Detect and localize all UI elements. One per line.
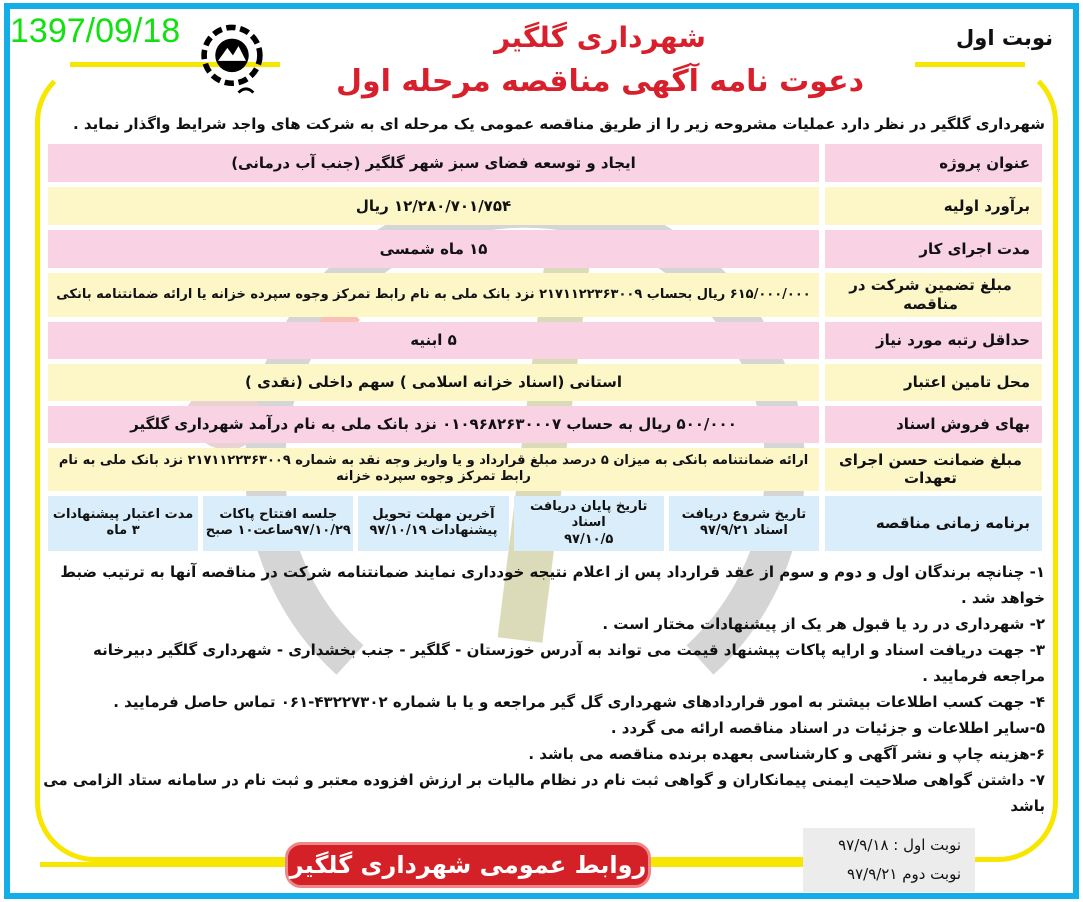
- page-title: دعوت نامه آگهی مناقصه مرحله اول: [336, 64, 864, 99]
- schedule-value: ۹۷/۱۰/۲۹ساعت۱۰ صبح: [205, 523, 351, 539]
- schedule-row: [48, 496, 1042, 551]
- schedule-item: [203, 496, 353, 551]
- row-value: ارائه ضمانتنامه بانکی به میزان ۵ درصد مبلغ قرارداد و یا واریز وجه نقد به شماره ۲۱۷۱۱۲۲۳۶۳۰۰۹ نزد بانک ملی به نام رابط تمرکز وجوه سپرده خزانه: [48, 448, 819, 492]
- notes-list: [42, 559, 1045, 819]
- note-item: ۱- چنانچه برندگان اول و دوم و سوم از عقد قرارداد پس از اعلام نتیجه خودداری نمایند ضمانتنامه شرکت در مناقصه آنها به ترتیب ضبط خواهد شد .: [60, 562, 1045, 607]
- note-item: ۷- داشتن گواهی صلاحیت ایمنی پیمانکاران و گواهی ثبت نام در نظام مالیات بر ارزش افزوده معتبر و ثبت نام در سامانه ستاد الزامی می باشد: [43, 770, 1045, 815]
- intro-text: شهرداری گلگیر در نظر دارد عملیات مشروحه زیر را از طریق مناقصه عمومی یک مرحله ای به شرکت های واجد شرایط واگذار نماید .: [73, 115, 1045, 133]
- schedule-title: جلسه افتتاح پاکات: [219, 507, 338, 523]
- row-value: ۶۱۵/۰۰۰/۰۰۰ ریال بحساب ۲۱۷۱۱۲۲۳۶۳۰۰۹ نزد بانک ملی به نام رابط تمرکز وجوه سپرده خزانه یا ارائه ضمانتنامه بانکی: [48, 273, 819, 317]
- frame-line-bottom-mid: [650, 862, 805, 867]
- row-value: ۱۵ ماه شمسی: [48, 230, 819, 268]
- table-row: [48, 144, 1042, 182]
- org-name: شهرداری گلگیر: [494, 21, 706, 54]
- schedule-item: [48, 496, 198, 551]
- note-item: ۵-سایر اطلاعات و جزئیات در اسناد مناقصه ارائه می گردد .: [610, 718, 1045, 737]
- signature-badge: روابط عمومی شهرداری گلگیر: [285, 842, 651, 888]
- note-item: ۲- شهرداری در رد یا قبول هر یک از پیشنهادات مختار است .: [602, 614, 1045, 633]
- row-label: برآورد اولیه: [825, 187, 1042, 225]
- schedule-value: اسناد ۹۷/۹/۲۱: [700, 523, 788, 539]
- schedule-value: پیشنهادات ۹۷/۱۰/۱۹: [369, 523, 498, 539]
- municipality-logo: [192, 18, 272, 102]
- row-label: حداقل رتبه مورد نیاز: [825, 322, 1042, 359]
- note-item: ۳- جهت دریافت اسناد و ارایه پاکات پیشنهاد قیمت می تواند به آدرس خوزستان - گلگیر - جنب بخشداری - شهرداری گلگیر دبیرخانه مراجعه فرمایید .: [92, 640, 1045, 685]
- first-run-date: نوبت اول : ۹۷/۹/۱۸: [838, 836, 961, 854]
- frame-line-right: [915, 62, 1025, 67]
- schedule-item: [669, 496, 819, 551]
- schedule-title: آخرین مهلت تحویل: [372, 507, 495, 523]
- schedule-value: ۹۷/۱۰/۵: [564, 531, 614, 547]
- row-value: ۱۲/۲۸۰/۷۰۱/۷۵۴ ریال: [48, 187, 819, 225]
- row-label: عنوان پروژه: [825, 144, 1042, 182]
- table-row: [48, 273, 1042, 317]
- table-row: [48, 230, 1042, 268]
- row-value: ۵۰۰/۰۰۰ ریال به حساب ۰۱۰۹۶۸۲۶۳۰۰۰۷ نزد بانک ملی به نام درآمد شهرداری گلگیر: [48, 406, 819, 443]
- table-row: [48, 448, 1042, 492]
- schedule-title: تاریخ شروع دریافت: [681, 507, 807, 523]
- schedule-title: مدت اعتبار پیشنهادات: [52, 507, 194, 523]
- table-row: [48, 364, 1042, 401]
- row-label: بهای فروش اسناد: [825, 406, 1042, 443]
- row-label: مبلغ تضمین شرکت در مناقصه: [825, 273, 1042, 317]
- publication-dates: [803, 828, 975, 892]
- table-row: [48, 187, 1042, 225]
- note-item: ۴- جهت کسب اطلاعات بیشتر به امور قراردادهای شهرداری گل گیر مراجعه و یا با شماره ۴۳۲۲۷۳۰۲-۰۶۱ تماس حاصل فرمایید .: [113, 692, 1045, 711]
- table-row: [48, 322, 1042, 359]
- tender-table: [48, 144, 1042, 551]
- schedule-label: برنامه زمانی مناقصه: [825, 496, 1042, 551]
- schedule-title: تاریخ پایان دریافت اسناد: [530, 499, 648, 531]
- row-value: ۵ ابنیه: [48, 322, 819, 359]
- date-stamp: 1397/09/18: [10, 12, 181, 50]
- note-item: ۶-هزینه چاپ و نشر آگهی و کارشناسی بعهده برنده مناقصه می باشد .: [528, 744, 1045, 763]
- second-run-date: نوبت دوم ۹۷/۹/۲۱: [847, 865, 961, 883]
- row-label: مدت اجرای کار: [825, 230, 1042, 268]
- row-label: مبلغ ضمانت حسن اجرای تعهدات: [825, 448, 1042, 492]
- row-value: استانی (اسناد خزانه اسلامی ) سهم داخلی (نقدی ): [48, 364, 819, 401]
- schedule-value: ۳ ماه: [106, 523, 140, 539]
- main-content: [42, 112, 1045, 819]
- table-row: [48, 406, 1042, 443]
- edition-label: نوبت اول: [956, 26, 1053, 50]
- row-label: محل تامین اعتبار: [825, 364, 1042, 401]
- schedule-item: [358, 496, 508, 551]
- frame-line-bottom-left: [40, 862, 290, 867]
- schedule-item: [514, 496, 664, 551]
- row-value: ایجاد و توسعه فضای سبز شهر گلگیر (جنب آب درمانی): [48, 144, 819, 182]
